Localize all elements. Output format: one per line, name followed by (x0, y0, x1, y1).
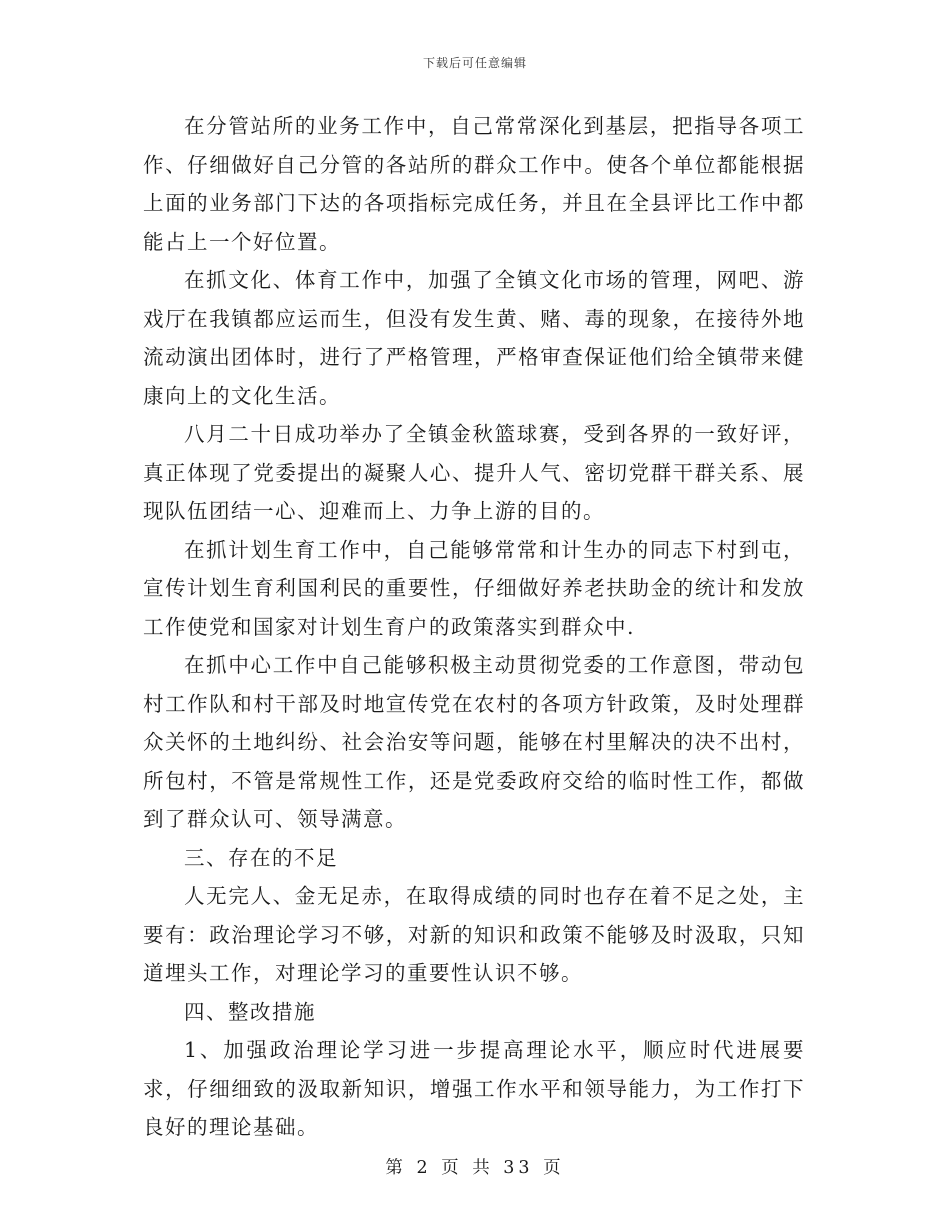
section-heading-measures: 四、整改措施 (184, 999, 316, 1024)
paragraph-basketball-match: 八月二十日成功举办了全镇金秋篮球赛，受到各界的一致好评，真正体现了党委提出的凝聚人心、提升人气、密切党群干群关系、展现队伍团结一心、迎难而上、力争上游的目的。 (143, 422, 805, 523)
paragraph-measure-1: 1、加强政治理论学习进一步提高理论水平，顺应时代进展要求，仔细细致的汲取新知识，增强工作水平和领导能力，为工作打下良好的理论基础。 (143, 1038, 805, 1139)
paragraph-culture-sports: 在抓文化、体育工作中，加强了全镇文化市场的管理，网吧、游戏厅在我镇都应运而生，但没有发生黄、赌、毒的现象，在接待外地流动演出团体时，进行了严格管理，严格审查保证他们给全镇带来健康向上的文化生活。 (143, 268, 805, 408)
page-header: 下载后可任意编辑 (422, 56, 527, 70)
paragraph-central-work: 在抓中心工作中自己能够积极主动贯彻党委的工作意图，带动包村工作队和村干部及时地宣传党在农村的各项方针政策，及时处理群众关怀的土地纠纷、社会治安等问题，能够在村里解决的决不出村，所包村，不管是常规性工作，还是党委政府交给的临时性工作，都做到了群众认可、领导满意。 (143, 653, 805, 831)
paragraph-station-work: 在分管站所的业务工作中，自己常常深化到基层，把指导各项工作、仔细做好自己分管的各站所的群众工作中。使各个单位都能根据上面的业务部门下达的各项指标完成任务，并且在全县评比工作中都能占上一个好位置。 (143, 114, 805, 254)
document-body (143, 107, 805, 1147)
page-footer: 第 2 页 共 33 页 (385, 1158, 565, 1178)
section-heading-shortcomings: 三、存在的不足 (184, 845, 338, 870)
paragraph-family-planning: 在抓计划生育工作中，自己能够常常和计生办的同志下村到屯，宣传计划生育利国利民的重要性，仔细做好养老扶助金的统计和发放工作使党和国家对计划生育户的政策落实到群众中. (143, 537, 805, 639)
paragraph-shortcomings: 人无完人、金无足赤，在取得成绩的同时也存在着不足之处，主要有：政治理论学习不够，对新的知识和政策不能够及时汲取，只知道埋头工作，对理论学习的重要性认识不够。 (143, 884, 805, 985)
